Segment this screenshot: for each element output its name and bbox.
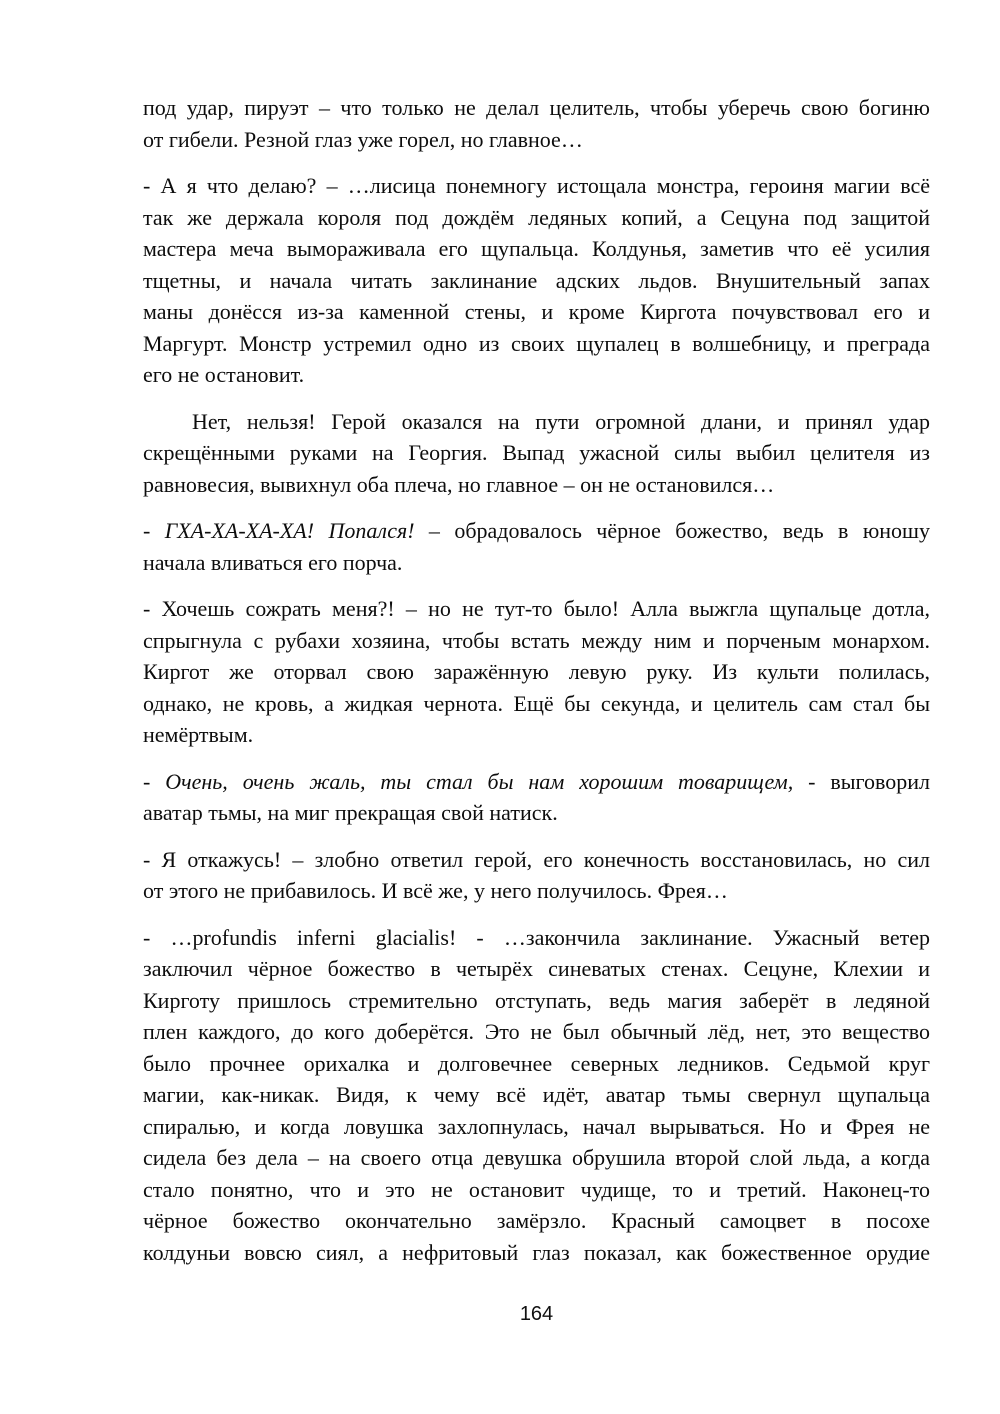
paragraph xyxy=(143,406,930,501)
text-line xyxy=(143,766,930,798)
text-line xyxy=(143,124,930,156)
text-segment: его не остановит. xyxy=(143,362,305,387)
text-segment: под удар, пируэт – что только не делал целитель, чтобы уберечь свою богиню xyxy=(143,95,930,120)
text-line xyxy=(143,1079,930,1111)
text-line xyxy=(143,797,930,829)
text-line xyxy=(143,359,930,391)
text-segment: от гибели. Резной глаз уже горел, но главное… xyxy=(143,126,583,152)
text-line xyxy=(143,875,930,907)
text-line xyxy=(143,1142,930,1174)
text-segment: - А я что делаю? – …лисица понемногу истощала монстра, героиня магии всё xyxy=(143,173,930,198)
text-line xyxy=(143,1174,930,1206)
text-line xyxy=(143,922,930,954)
text-segment: - Хочешь сожрать меня?! – но не тут-то было! Алла выжгла щупальце дотла, xyxy=(143,596,930,621)
text-line xyxy=(143,1205,930,1237)
text-segment: от этого не прибавилось. И всё же, у него получилось. Фрея… xyxy=(143,878,728,903)
text-line xyxy=(143,593,930,625)
text-line xyxy=(143,656,930,688)
text-segment: колдуньи вовсю сиял, а нефритовый глаз показал, как божественное орудие xyxy=(143,1239,930,1265)
text-line xyxy=(143,1237,930,1269)
text-segment: Киргот же оторвал свою заражённую левую руку. Из культи полилась, xyxy=(143,659,930,684)
paragraph xyxy=(143,766,930,829)
text-segment: магии, как-никак. Видя, к чему всё идёт, аватар тьмы свернул щупальца xyxy=(143,1082,930,1107)
paragraph xyxy=(143,92,930,155)
text-line xyxy=(143,547,930,579)
text-segment: маны донёсся из-за каменной стены, и кроме Киргота почувствовал его и xyxy=(143,299,930,324)
text-line xyxy=(143,265,930,297)
text-segment: - Я откажусь! – злобно ответил герой, его конечность восстановилась, но сил xyxy=(143,846,930,872)
text-line xyxy=(143,515,930,547)
text-line xyxy=(143,406,930,438)
italic-text-segment: - Очень, очень жаль, ты стал бы нам хорошим товарищем, xyxy=(143,768,794,794)
text-segment: чёрное божество окончательно замёрзло. Красный самоцвет в посохе xyxy=(143,1208,930,1233)
italic-text-segment: - ГХА-ХА-ХА-ХА! Попался! xyxy=(143,518,415,543)
text-segment: Маргурт. Монстр устремил одно из своих щупалец в волшебницу, и преграда xyxy=(143,330,930,356)
text-segment: начала вливаться его порча. xyxy=(143,549,403,575)
text-segment: - выговорил xyxy=(793,768,931,794)
text-line xyxy=(143,437,930,469)
text-segment: аватар тьмы, на миг прекращая свой натиск. xyxy=(143,800,558,825)
text-segment: однако, не кровь, а жидкая чернота. Ещё бы секунда, и целитель сам стал бы xyxy=(143,690,930,716)
text-segment: немёртвым. xyxy=(143,722,254,747)
text-segment: скрещёнными руками на Георгия. Выпад ужасной силы выбил целителя из xyxy=(143,440,930,465)
text-line xyxy=(143,625,930,657)
text-segment: спрыгнула с рубахи хозяина, чтобы встать между ним и порченым монархом. xyxy=(143,627,930,653)
text-segment: так же держала короля под дождём ледяных копий, а Сецуна под защитой xyxy=(143,204,930,230)
text-segment: - …profundis inferni glacialis! - …закончила заклинание. Ужасный ветер xyxy=(143,924,930,950)
text-line xyxy=(143,844,930,876)
text-segment: мастера меча вымораживала его щупальца. Колдунья, заметив что её усилия xyxy=(143,236,930,261)
paragraph xyxy=(143,922,930,1269)
text-segment: тщетны, и начала читать заклинание адских льдов. Внушительный запах xyxy=(143,267,930,293)
text-line xyxy=(143,469,930,501)
text-segment: заключил чёрное божество в четырёх синеватых стенах. Сецуне, Клехии и xyxy=(143,956,930,981)
text-line xyxy=(143,1111,930,1143)
text-line xyxy=(143,688,930,720)
page-number: 164 xyxy=(519,1303,554,1325)
text-segment: равновесия, вывихнул оба плеча, но главное – он не остановился… xyxy=(143,471,775,497)
text-segment: Кирготу пришлось стремительно отступать, ведь магия заберёт в ледяной xyxy=(143,987,930,1013)
page-text xyxy=(143,92,930,1268)
text-line xyxy=(143,92,930,124)
paragraph xyxy=(143,844,930,907)
paragraph xyxy=(143,593,930,751)
text-segment: было прочнее орихалка и долговечнее северных ледников. Седьмой круг xyxy=(143,1050,930,1076)
text-line xyxy=(143,296,930,328)
text-line xyxy=(143,953,930,985)
text-segment: Нет, нельзя! Герой оказался на пути огромной длани, и принял удар xyxy=(192,408,930,434)
text-segment: плен каждого, до кого доберётся. Это не был обычный лёд, нет, это вещество xyxy=(143,1019,930,1044)
text-segment: спиралью, и когда ловушка захлопнулась, начал вырываться. Но и Фрея не xyxy=(143,1113,930,1139)
text-line xyxy=(143,202,930,234)
text-segment: стало понятно, что и это не остановит чудище, то и третий. Наконец-то xyxy=(143,1176,930,1202)
text-line xyxy=(143,170,930,202)
paragraph xyxy=(143,170,930,391)
text-segment: – обрадовалось чёрное божество, ведь в юношу xyxy=(414,518,930,543)
text-line xyxy=(143,1048,930,1080)
paragraph xyxy=(143,515,930,578)
text-line xyxy=(143,719,930,751)
text-line xyxy=(143,985,930,1017)
text-line xyxy=(143,1016,930,1048)
text-line xyxy=(143,233,930,265)
text-line xyxy=(143,328,930,360)
text-segment: сидела без дела – на своего отца девушка обрушила второй слой льда, а когда xyxy=(143,1145,930,1170)
